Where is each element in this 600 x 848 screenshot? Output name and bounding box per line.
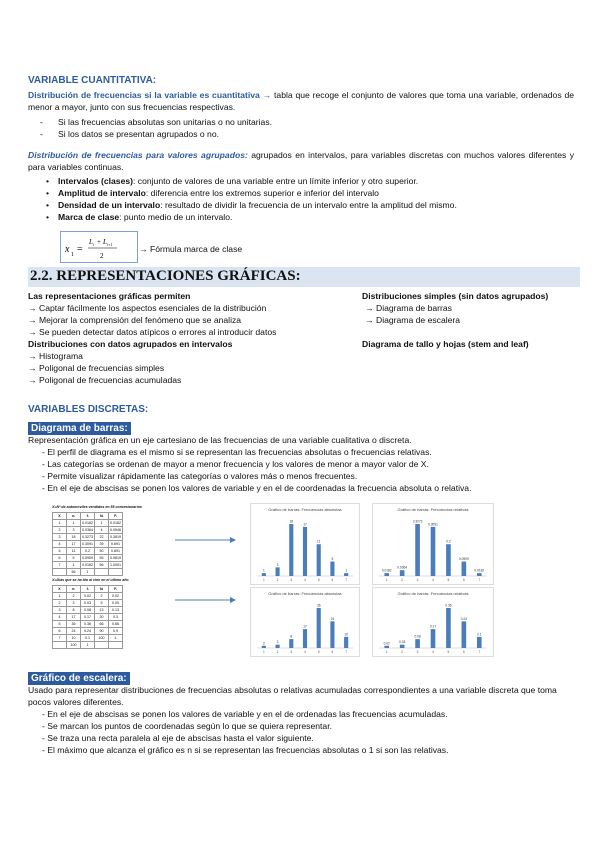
tick-label: 1 bbox=[385, 578, 388, 582]
table-header: nᵢ bbox=[67, 586, 81, 593]
table-cell: 1 bbox=[81, 569, 95, 576]
table-header: Fᵢ bbox=[109, 513, 123, 520]
table-cell: 3 bbox=[53, 534, 67, 541]
data-label: 24 bbox=[330, 616, 335, 621]
tick-label: 1 bbox=[262, 578, 265, 582]
table-row bbox=[53, 541, 123, 548]
bullet-list-1 bbox=[58, 116, 272, 140]
data-label: 1 bbox=[262, 568, 265, 573]
arrows bbox=[175, 530, 245, 610]
tick-label: 4 bbox=[304, 578, 306, 582]
table-cell: 0.24 bbox=[81, 628, 95, 635]
table-cell: 0.13 bbox=[109, 607, 123, 614]
bar bbox=[415, 639, 420, 648]
bar bbox=[289, 639, 293, 648]
tick-label: 7 bbox=[345, 578, 348, 582]
tick-label: 6 bbox=[331, 650, 334, 654]
list-item bbox=[58, 175, 457, 187]
table-cell: 0.1 bbox=[81, 635, 95, 642]
tick-label: 3 bbox=[416, 650, 419, 654]
bar bbox=[303, 629, 307, 648]
tick-label: 3 bbox=[416, 578, 419, 582]
bar-chart-abs-1 bbox=[250, 503, 360, 585]
table-cell: 1 bbox=[109, 635, 123, 642]
chart-title: Gráfico de barras: Frecuencias absolutas bbox=[268, 507, 342, 512]
bar bbox=[431, 527, 436, 576]
table-row bbox=[53, 607, 123, 614]
table-cell: 2 bbox=[53, 600, 67, 607]
left-head: Las representaciones gráficas permiten bbox=[28, 291, 191, 301]
bar bbox=[384, 646, 389, 648]
data-label: 0.1 bbox=[477, 632, 482, 637]
right-head: Distribuciones simples (sin datos agrupados) bbox=[362, 291, 549, 301]
chart-title: Gráfico de barras: Frecuencias relativas bbox=[397, 591, 469, 596]
tick-label: 7 bbox=[478, 578, 481, 582]
table-cell: 17 bbox=[67, 541, 81, 548]
def-text: : conjunto de valores de una variable entre un límite inferior y otro superior. bbox=[133, 176, 419, 186]
list-item: - En el eje de abscisas se ponen los valores de variable y en el de coordenadas la frecuencia absoluta o relativa. bbox=[42, 483, 472, 493]
table-row bbox=[53, 614, 123, 621]
table-row bbox=[53, 534, 123, 541]
table-cell: 0.3273 bbox=[82, 535, 93, 539]
bar bbox=[462, 621, 467, 648]
list-item: → Se pueden detectar datos atípicos o errores al introducir datos bbox=[28, 327, 277, 337]
bar bbox=[400, 570, 405, 576]
data-label: 0.0182 bbox=[474, 568, 485, 573]
table-cell: 0.02 bbox=[109, 593, 123, 600]
table-cell: 7 bbox=[53, 635, 67, 642]
table-header: Nᵢ bbox=[95, 513, 109, 520]
table-cell: 90 bbox=[95, 628, 109, 635]
table-cell: 50 bbox=[95, 548, 109, 555]
table-cell: 3 bbox=[67, 527, 81, 534]
data-label: 0.08 bbox=[414, 634, 421, 639]
table-cell: 0.3819 bbox=[110, 535, 121, 539]
table-cell: 5 bbox=[53, 621, 67, 628]
data-label: 17 bbox=[303, 522, 307, 527]
tick-label: 5 bbox=[447, 578, 450, 582]
data-label: 0.0182 bbox=[381, 568, 392, 573]
tick-label: 5 bbox=[317, 578, 320, 582]
table-cell: 66 bbox=[95, 621, 109, 628]
table-header: fᵢ bbox=[81, 513, 95, 520]
table-cell: 1 bbox=[53, 593, 67, 600]
def-text: : resultado de dividir la frecuencia de un intervalo entre la amplitud del mismo. bbox=[160, 200, 457, 210]
tick-label: 7 bbox=[478, 650, 481, 654]
svg-text:+: + bbox=[97, 238, 101, 246]
data-label: 0.0909 bbox=[458, 557, 469, 562]
tick-label: 4 bbox=[432, 650, 434, 654]
bar bbox=[330, 621, 334, 648]
chart-title: Gráfico de barras: Frecuencias absolutas bbox=[268, 591, 342, 596]
table-cell: 8 bbox=[67, 607, 81, 614]
tick-label: 3 bbox=[290, 578, 293, 582]
table-cell bbox=[95, 569, 109, 576]
frequency-table-1 bbox=[52, 512, 123, 576]
bar bbox=[477, 573, 482, 576]
bar-diagram-title: Diagrama de barras: bbox=[28, 422, 131, 435]
table-cell: 36 bbox=[67, 621, 81, 628]
svg-text:L: L bbox=[103, 238, 107, 246]
svg-text:=: = bbox=[77, 244, 83, 255]
table-cell: 56 bbox=[95, 562, 109, 569]
bar-chart-rel-1 bbox=[372, 503, 494, 585]
table-cell: 0.0182 bbox=[82, 563, 93, 567]
list-item: - Se marcan los puntos de coordenadas según lo que se quiera representar. bbox=[42, 721, 332, 731]
section-header-representaciones bbox=[28, 267, 580, 287]
table-cell: 0.08 bbox=[81, 607, 95, 614]
bar bbox=[262, 646, 266, 648]
bar-diagram-text bbox=[28, 434, 580, 494]
section-title-cuantitativa: VARIABLE CUANTITATIVA: bbox=[28, 75, 157, 86]
list-item: - Permite visualizar rápidamente las categorías o valores más o menos frecuentes. bbox=[42, 471, 358, 481]
bar-chart-rel-2 bbox=[372, 587, 494, 657]
table-header: fᵢ bbox=[81, 586, 95, 593]
table-cell: 2 bbox=[67, 593, 81, 600]
data-label: 0.36 bbox=[445, 603, 452, 608]
grouped-head: Distribuciones con datos agrupados en intervalos bbox=[28, 339, 233, 349]
bar bbox=[415, 524, 420, 576]
list-item: - El máximo que alcanza el gráfico es n si se representan las frecuencias absolutas o 1 si son las relativas. bbox=[42, 745, 449, 755]
list-item: → Poligonal de frecuencias acumuladas bbox=[28, 375, 182, 385]
table-cell: 39 bbox=[95, 541, 109, 548]
table-row bbox=[53, 548, 123, 555]
data-label: 2 bbox=[262, 641, 265, 646]
tick-label: 4 bbox=[432, 578, 434, 582]
table-cell: 0.66 bbox=[109, 621, 123, 628]
table-cell: 4 bbox=[53, 541, 67, 548]
table-cell: 11 bbox=[67, 548, 81, 555]
table-cell: 55 bbox=[95, 555, 109, 562]
data-label: 0.17 bbox=[429, 624, 437, 629]
table-row bbox=[53, 527, 123, 534]
frequency-table-2 bbox=[52, 585, 123, 649]
bar bbox=[431, 629, 436, 648]
table-header: Fᵢ bbox=[109, 586, 123, 593]
def-text: : punto medio de un intervalo. bbox=[119, 212, 233, 222]
list-item: → Diagrama de escalera bbox=[365, 315, 461, 325]
table-cell: 4 bbox=[53, 614, 67, 621]
stair-diagram-title: Gráfico de escalera: bbox=[28, 672, 130, 685]
table-cell: 0.3091 bbox=[82, 542, 93, 546]
data-label: 11 bbox=[317, 539, 321, 544]
table-cell: 0.0546 bbox=[110, 528, 121, 532]
table-cell: 0.3 bbox=[109, 614, 123, 621]
table-row bbox=[53, 593, 123, 600]
def-term: Marca de clase bbox=[58, 212, 120, 222]
bar bbox=[276, 567, 280, 576]
table-cell: 5 bbox=[95, 600, 109, 607]
table-row bbox=[53, 628, 123, 635]
table-row bbox=[53, 635, 123, 642]
svg-text:L: L bbox=[89, 238, 93, 246]
tick-label: 6 bbox=[462, 578, 465, 582]
paragraph-distribucion bbox=[28, 89, 574, 113]
bar bbox=[317, 608, 321, 648]
formula-label: → Fórmula marca de clase bbox=[139, 244, 243, 254]
svg-text:i: i bbox=[93, 242, 95, 247]
list-item bbox=[58, 187, 457, 199]
bar bbox=[477, 637, 482, 648]
table-cell: 0.0364 bbox=[82, 528, 93, 532]
data-label: 0.3091 bbox=[428, 522, 438, 527]
paragraph-agrupados bbox=[28, 149, 574, 173]
data-label: 0.2 bbox=[446, 539, 451, 544]
table-cell: 5 bbox=[67, 555, 81, 562]
definitions-list bbox=[58, 175, 457, 223]
svg-text:1: 1 bbox=[71, 252, 74, 258]
tick-label: 1 bbox=[262, 650, 265, 654]
data-label: 1 bbox=[345, 568, 348, 573]
table-cell: 100 bbox=[95, 635, 109, 642]
bar bbox=[289, 524, 293, 576]
list-item: → Mejorar la comprensión del fenómeno que se analiza bbox=[28, 315, 242, 325]
table-cell: 0.17 bbox=[81, 614, 95, 621]
table-cell: 0.2 bbox=[81, 548, 95, 555]
list-item: - El perfil de diagrama es el mismo si se representan las frecuencias absolutas o frecuencias relativas. bbox=[42, 447, 432, 457]
def-term: Amplitud de intervalo bbox=[58, 188, 146, 198]
table-cell: 0.0909 bbox=[82, 556, 93, 560]
table-cell: 6 bbox=[53, 628, 67, 635]
table-cell: 5 bbox=[53, 548, 67, 555]
section-title: 2.2. REPRESENTACIONES GRÁFICAS: bbox=[30, 268, 301, 284]
data-label: 3 bbox=[276, 562, 279, 567]
table-header: Nᵢ bbox=[95, 586, 109, 593]
table-header: X bbox=[53, 586, 67, 593]
table-row bbox=[53, 520, 123, 527]
data-label: 0.02 bbox=[383, 641, 390, 646]
list-item: → Poligonal de frecuencias simples bbox=[28, 363, 165, 373]
bar bbox=[330, 562, 334, 576]
svg-text:i+1: i+1 bbox=[107, 242, 113, 247]
tick-label: 5 bbox=[317, 650, 320, 654]
table-cell bbox=[53, 642, 67, 649]
table-cell: 7 bbox=[53, 562, 67, 569]
table-cell: 24 bbox=[67, 628, 81, 635]
data-label: 18 bbox=[289, 519, 294, 524]
table-cell: 0.03 bbox=[81, 600, 95, 607]
list-item: → Diagrama de barras bbox=[365, 303, 452, 313]
table-row bbox=[53, 555, 123, 562]
tick-label: 2 bbox=[276, 578, 279, 582]
formula-image bbox=[61, 232, 137, 262]
bar bbox=[344, 573, 348, 576]
table-cell: 0.0182 bbox=[82, 521, 93, 525]
right-column bbox=[362, 290, 582, 350]
tick-label: 2 bbox=[401, 650, 404, 654]
svg-text:2: 2 bbox=[100, 252, 104, 260]
table-row bbox=[53, 586, 123, 593]
tick-label: 4 bbox=[304, 650, 306, 654]
stem-head: Diagrama de tallo y hojas (stem and leaf) bbox=[362, 339, 529, 349]
table-cell: 30 bbox=[95, 614, 109, 621]
data-label: 8 bbox=[290, 634, 293, 639]
bar bbox=[462, 562, 467, 576]
table-cell: 22 bbox=[95, 534, 109, 541]
table-cell bbox=[109, 642, 123, 649]
table-cell: 2 bbox=[95, 593, 109, 600]
table-cell: 0.05 bbox=[109, 600, 123, 607]
tick-label: 2 bbox=[401, 578, 404, 582]
table-cell: 0.0182 bbox=[110, 521, 121, 525]
table-row bbox=[53, 569, 123, 576]
data-label: 17 bbox=[303, 624, 307, 629]
table-cell: 0.9 bbox=[109, 628, 123, 635]
stair-intro: Usado para representar distribuciones de frecuencias absolutas o relativas acumuladas correspondientes a una variable discreta que toma pocos valores diferentes. bbox=[28, 685, 557, 707]
table-cell bbox=[109, 569, 123, 576]
table-cell: 13 bbox=[95, 607, 109, 614]
table-row bbox=[53, 562, 123, 569]
table-cell: 10 bbox=[67, 635, 81, 642]
data-label: 0.03 bbox=[399, 640, 406, 645]
svg-text:x: x bbox=[65, 244, 70, 255]
table-cell: 6 bbox=[53, 555, 67, 562]
table-cell: 0.9819 bbox=[110, 556, 121, 560]
list-item: - Si las frecuencias absolutas son unitarias o no unitarias. bbox=[58, 116, 272, 128]
table-cell bbox=[95, 642, 109, 649]
table-cell: 1 bbox=[67, 520, 81, 527]
tick-label: 1 bbox=[385, 650, 388, 654]
bar bbox=[303, 527, 307, 576]
table-cell: 0.02 bbox=[81, 593, 95, 600]
table-cell: 0.36 bbox=[81, 621, 95, 628]
table-row bbox=[53, 621, 123, 628]
table-header: nᵢ bbox=[67, 513, 81, 520]
left-column bbox=[28, 290, 348, 386]
table-cell: 1 bbox=[95, 520, 109, 527]
bar bbox=[400, 645, 405, 648]
def-term: Intervalos (clases) bbox=[58, 176, 133, 186]
data-label: 5 bbox=[331, 557, 334, 562]
bar-chart-abs-2 bbox=[250, 587, 360, 657]
tick-label: 7 bbox=[345, 650, 348, 654]
list-item: → Captar fácilmente los aspectos esenciales de la distribución bbox=[28, 303, 267, 313]
table-cell: 3 bbox=[53, 607, 67, 614]
bar bbox=[446, 544, 451, 576]
table-cell: 17 bbox=[67, 614, 81, 621]
def-term: Densidad de un intervalo bbox=[58, 200, 161, 210]
list-item: - Si los datos se presentan agrupados o no. bbox=[58, 128, 272, 140]
section-title-discretas: VARIABLES DISCRETAS: bbox=[28, 404, 149, 415]
list-item: - En el eje de abscisas se ponen los valores de variable y en el de ordenadas las frecuencias acumuladas. bbox=[42, 709, 448, 719]
table-cell: 3 bbox=[67, 600, 81, 607]
table-row bbox=[53, 600, 123, 607]
list-item bbox=[58, 199, 457, 211]
table-cell: 1 bbox=[81, 642, 95, 649]
table-row bbox=[53, 513, 123, 520]
tick-label: 3 bbox=[290, 650, 293, 654]
table-cell: 0.891 bbox=[109, 548, 123, 555]
tick-label: 6 bbox=[331, 578, 334, 582]
formula-box bbox=[60, 231, 138, 263]
table-cell: 2 bbox=[53, 527, 67, 534]
table1-caption: X=Nº de automóviles vendidos en 55 concesionarios bbox=[52, 505, 142, 509]
table-cell: 18 bbox=[67, 534, 81, 541]
term-agrupados: Distribución de frecuencias para valores agrupados: bbox=[28, 150, 248, 160]
table-cell: 4 bbox=[95, 527, 109, 534]
stair-diagram-text bbox=[28, 684, 580, 756]
data-label: 0.3273 bbox=[412, 519, 423, 524]
bar bbox=[446, 608, 451, 648]
table-header: X bbox=[53, 513, 67, 520]
bar bbox=[344, 637, 348, 648]
tick-label: 5 bbox=[447, 650, 450, 654]
tick-label: 6 bbox=[462, 650, 465, 654]
data-label: 10 bbox=[344, 632, 348, 637]
table-cell: 0.691 bbox=[109, 541, 123, 548]
term-distribucion: Distribución de frecuencias si la variable es cuantitativa → bbox=[28, 90, 272, 100]
bar bbox=[262, 573, 266, 576]
def-text: : diferencia entre los extremos superior e inferior del intervalo bbox=[145, 188, 379, 198]
paragraph-text: agrupados en intervalos, para variables discretas con muchos valores diferentes y para variables continuas. bbox=[28, 150, 574, 172]
list-item: - Se traza una recta paralela al eje de abscisas hasta el valor siguiente. bbox=[42, 733, 314, 743]
paragraph-text: tabla que recoge el conjunto de valores que toma una variable, ordenados de menor a mayor, junto con sus frecuencias respectivas. bbox=[28, 90, 574, 112]
bar-intro: Representación gráfica en un eje cartesiano de las frecuencias de una variable cualitativa o discreta. bbox=[28, 435, 412, 445]
list-item: - Las categorías se ordenan de mayor a menor frecuencia y los valores de menor a mayor valor de X. bbox=[42, 459, 429, 469]
table-cell: 1.0001 bbox=[110, 563, 121, 567]
data-label: 36 bbox=[316, 603, 321, 608]
table2-caption: X=Días que se ha ido al cine en el último año bbox=[52, 578, 129, 582]
data-label: 3 bbox=[276, 640, 279, 645]
table-cell: 56 bbox=[67, 569, 81, 576]
chart-title: Gráfico de barras: Frecuencias relativas bbox=[397, 507, 469, 512]
table-cell bbox=[53, 569, 67, 576]
bar bbox=[276, 645, 280, 648]
bar bbox=[317, 544, 321, 576]
table-cell: 1 bbox=[53, 520, 67, 527]
tick-label: 2 bbox=[276, 650, 279, 654]
bar bbox=[384, 573, 389, 576]
table-cell: 1 bbox=[67, 562, 81, 569]
data-label: 0.24 bbox=[460, 616, 467, 621]
list-item: → Histograma bbox=[28, 351, 83, 361]
data-label: 0.0364 bbox=[397, 565, 408, 570]
table-cell: 100 bbox=[67, 642, 81, 649]
table-row bbox=[53, 642, 123, 649]
list-item bbox=[58, 211, 457, 223]
